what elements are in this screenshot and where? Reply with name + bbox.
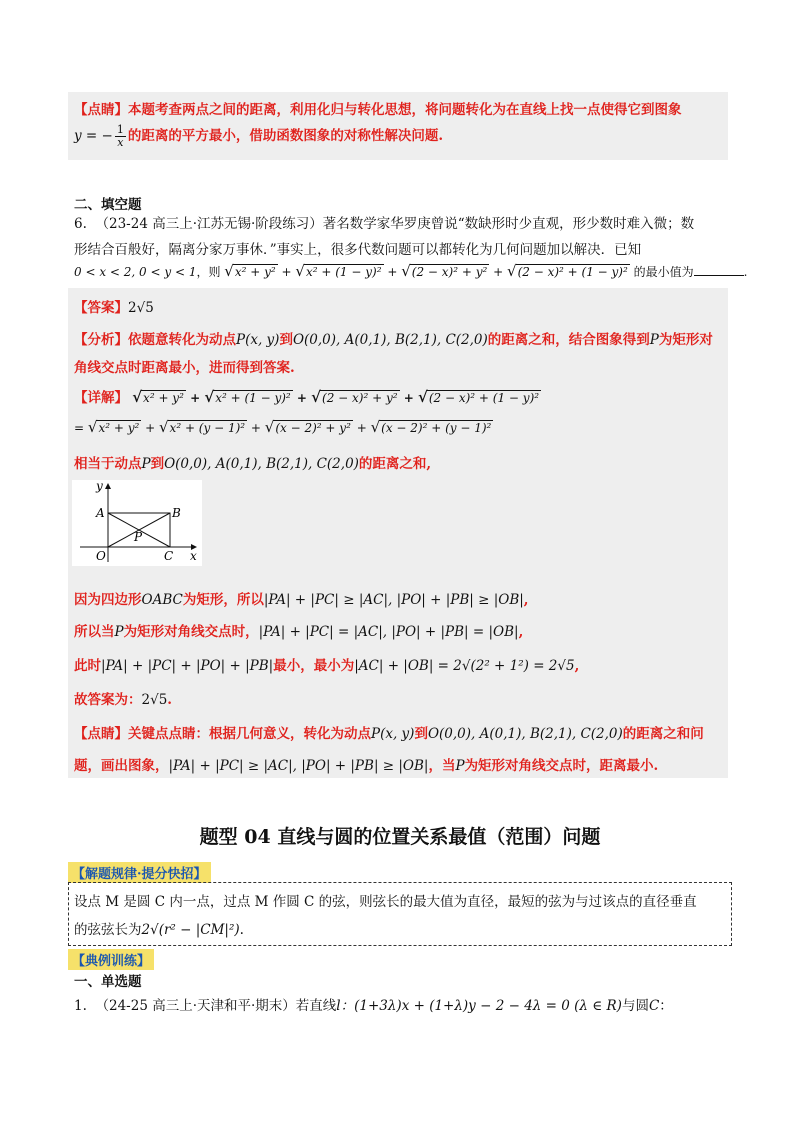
label-p: P [134, 530, 143, 544]
detail-a-term2: x² + (1 − y)² [215, 391, 291, 405]
label-o: O [96, 549, 106, 563]
analysis-t4: 为矩形对 [658, 332, 713, 348]
detail-answer: 2√5 [141, 692, 168, 708]
detail-line6 [74, 654, 579, 674]
label-a: A [96, 506, 105, 520]
detail-sum: |PA| + |PC| + |PO| + |PB| [101, 658, 274, 674]
label-c: C [164, 549, 174, 563]
key-tip-line2 [74, 754, 658, 774]
analysis-t1: 依题意转化为动点 [128, 332, 236, 348]
q1-source: （24-25 高三上·天津和平·期末）若直线 [95, 998, 337, 1014]
detail-b-term3: (x − 2)² + y² [275, 421, 351, 435]
section-1-title: 一、单选题 [74, 974, 142, 990]
tip-text2: 的弦弦长为 [74, 922, 142, 938]
tip-text-line2 [74, 918, 244, 938]
frac-den: x [117, 136, 124, 149]
label-y: y [96, 480, 103, 493]
key-tip-t3: 的距离之和问 [622, 726, 704, 742]
answer-line [74, 296, 154, 316]
detail-line5 [74, 620, 523, 640]
prev-tip-text1: 本题考查两点之间的距离，利用化归与转化思想，将问题转化为在直线上找一点使得它到图象 [128, 102, 682, 118]
example-label: 【典例训练】 [68, 949, 154, 970]
prev-tip-fn [74, 123, 128, 149]
detail-comma3: , [574, 658, 580, 674]
q6-line3: 0 < x < 2, 0 < y < 1，则 √x² + y² + √x² + (1 − y)² + √(2 − x)² + y² + √(2 − x)² + (1 − y)² 的最小值为 . [74, 262, 748, 280]
q6-text2: 形结合百般好，隔离分家万事休．”事实上，很多代数问题可以都转化为几何问题加以解决．已知 [74, 242, 642, 258]
label-x: x [190, 549, 197, 563]
detail-line1: 【详解】 √x² + y² + √x² + (1 − y)² + √(2 − x)² + y² + √(2 − x)² + (1 − y)² [74, 388, 540, 406]
q6-term1: x² + y² [234, 265, 276, 279]
type04-title: 题型 04 直线与圆的位置关系最值（范围）问题 [199, 826, 601, 848]
frac-num: 1 [116, 123, 124, 136]
section-2-title: 二、填空题 [74, 197, 142, 213]
key-tip-t2: 到 [414, 726, 428, 742]
analysis-t5: 角线交点时距离最小，进而得到答案. [74, 360, 295, 376]
prev-tip-fn-y: y = − [74, 128, 113, 144]
key-tip-t1: 关键点点睛：根据几何意义，转化为动点 [128, 726, 371, 742]
detail-b-term4: (x − 2)² + (y − 1)² [381, 421, 492, 435]
key-tip-p: P [455, 758, 465, 774]
prev-tip-text2: 的距离的平方最小，借助函数图象的对称性解决问题. [127, 128, 444, 144]
q6-ask: 的最小值为 [633, 265, 694, 279]
key-tip-points: O(0,0), A(0,1), B(2,1), C(2,0) [427, 726, 623, 742]
tip-text-line1 [74, 890, 697, 910]
detail-line7 [74, 688, 172, 708]
q6-then: ，则 [196, 265, 221, 279]
detail-b-term2: x² + (y − 1)² [169, 421, 246, 435]
key-tip-ineq: |PA| + |PC| ≥ |AC|, |PO| + |PB| ≥ |OB| [168, 758, 429, 774]
detail-b-term1: x² + y² [98, 421, 140, 435]
detail-comma: , [523, 592, 529, 608]
detail-ineq1: |PA| + |PC| ≥ |AC|, |PO| + |PB| ≥ |OB| [263, 592, 524, 608]
q1-line1 [74, 994, 673, 1014]
detail-points: O(0,0), A(0,1), B(2,1), C(2,0) [164, 456, 359, 472]
detail-a-term3: (2 − x)² + y² [322, 391, 398, 405]
key-tip-line1 [74, 722, 704, 742]
detail-line2: = √x² + y² + √x² + (y − 1)² + √(x − 2)² + y² + √(x − 2)² + (y − 1)² [74, 418, 492, 436]
tip-end: . [239, 922, 244, 938]
q6-end: . [743, 265, 748, 279]
detail-comma2: , [518, 624, 524, 640]
detail-min-text: 最小，最小为 [273, 658, 355, 674]
detail-to: 到 [150, 456, 165, 472]
key-tip-label: 【点睛】 [74, 726, 128, 742]
analysis-p: P [649, 332, 659, 348]
prev-tip-line2 [74, 124, 443, 149]
analysis-points: O(0,0), A(0,1), B(2,1), C(2,0) [292, 332, 488, 348]
solving-tip-label: 【解题规律·提分快招】 [68, 862, 211, 883]
detail-label: 【详解】 [74, 390, 128, 406]
analysis-t2: 到 [279, 332, 293, 348]
q1-circle-c: C [648, 998, 660, 1014]
detail-period: . [167, 692, 172, 708]
detail-p: P [141, 456, 151, 472]
detail-a-term1: x² + y² [143, 391, 184, 405]
rectangle-figure-svg [72, 480, 202, 566]
key-tip-t5: ，当 [428, 758, 456, 774]
detail-when2: 为矩形对角线交点时， [123, 624, 259, 640]
analysis-point-p: P(x, y) [236, 332, 280, 348]
q6-condition: 0 < x < 2, 0 < y < 1 [74, 265, 197, 279]
detail-eq1: |PA| + |PC| = |AC|, |PO| + |PB| = |OB| [258, 624, 519, 640]
label-b: B [172, 506, 181, 520]
detail-rect: 为矩形，所以 [182, 592, 264, 608]
q6-number: 6. [74, 216, 87, 232]
rectangle-figure [72, 480, 202, 566]
detail-when: 所以当 [74, 624, 115, 640]
q1-equation: ：(1+3λ)x + (1+λ)y − 2 − 4λ = 0 (λ ∈ R) [340, 998, 622, 1014]
q6-term4: (2 − x)² + (1 − y)² [517, 265, 628, 279]
detail-answer-label: 故答案为： [74, 692, 142, 708]
q6-line2 [74, 238, 641, 258]
q1-number: 1. [74, 998, 87, 1014]
prev-tip-frac [115, 124, 126, 149]
detail-then: 此时 [74, 658, 101, 674]
q6-text1: 著名数学家华罗庚曾说“数缺形时少直观，形少数时难入微；数 [322, 216, 695, 232]
prev-tip-label: 【点睛】 [74, 102, 128, 118]
detail-sum-text: 的距离之和, [358, 456, 432, 472]
q6-term2: x² + (1 − y)² [305, 265, 382, 279]
detail-line3 [74, 452, 431, 472]
q6-line1 [74, 212, 694, 232]
key-tip-t6: 为矩形对角线交点时，距离最小. [464, 758, 659, 774]
q6-source: （23-24 高三上·江苏无锡·阶段练习） [95, 216, 323, 232]
detail-line4 [74, 588, 529, 608]
answer-value: 2√5 [128, 300, 154, 316]
detail-min-value: |AC| + |OB| = 2√(2² + 1²) = 2√5 [354, 658, 575, 674]
tip-formula: 2√(r² − |CM|²) [141, 922, 240, 938]
analysis-label: 【分析】 [74, 332, 128, 348]
answer-label: 【答案】 [74, 300, 128, 316]
key-tip-t4: 题，画出图象， [74, 758, 169, 774]
key-tip-point: P(x, y) [371, 726, 415, 742]
detail-a-term4: (2 − x)² + (1 − y)² [428, 391, 540, 405]
detail-when-p: P [114, 624, 124, 640]
q1-circle-text: 与圆 [621, 998, 649, 1014]
q6-term3: (2 − x)² + y² [411, 265, 488, 279]
q1-line-l: l [336, 998, 341, 1014]
analysis-t3: 的距离之和，结合图象得到 [487, 332, 650, 348]
detail-quad: 因为四边形 [74, 592, 142, 608]
q1-end: ： [659, 998, 673, 1014]
detail-oabc: OABC [141, 592, 183, 608]
detail-equiv: 相当于动点 [74, 456, 142, 472]
answer-blank [694, 263, 744, 276]
tip-text1: 设点 M 是圆 C 内一点，过点 M 作圆 C 的弦，则弦长的最大值为直径，最短的弦为与过该点的直径垂直 [74, 894, 697, 910]
analysis-line2 [74, 356, 295, 376]
analysis-line1 [74, 328, 713, 348]
prev-tip-line1 [74, 98, 682, 118]
